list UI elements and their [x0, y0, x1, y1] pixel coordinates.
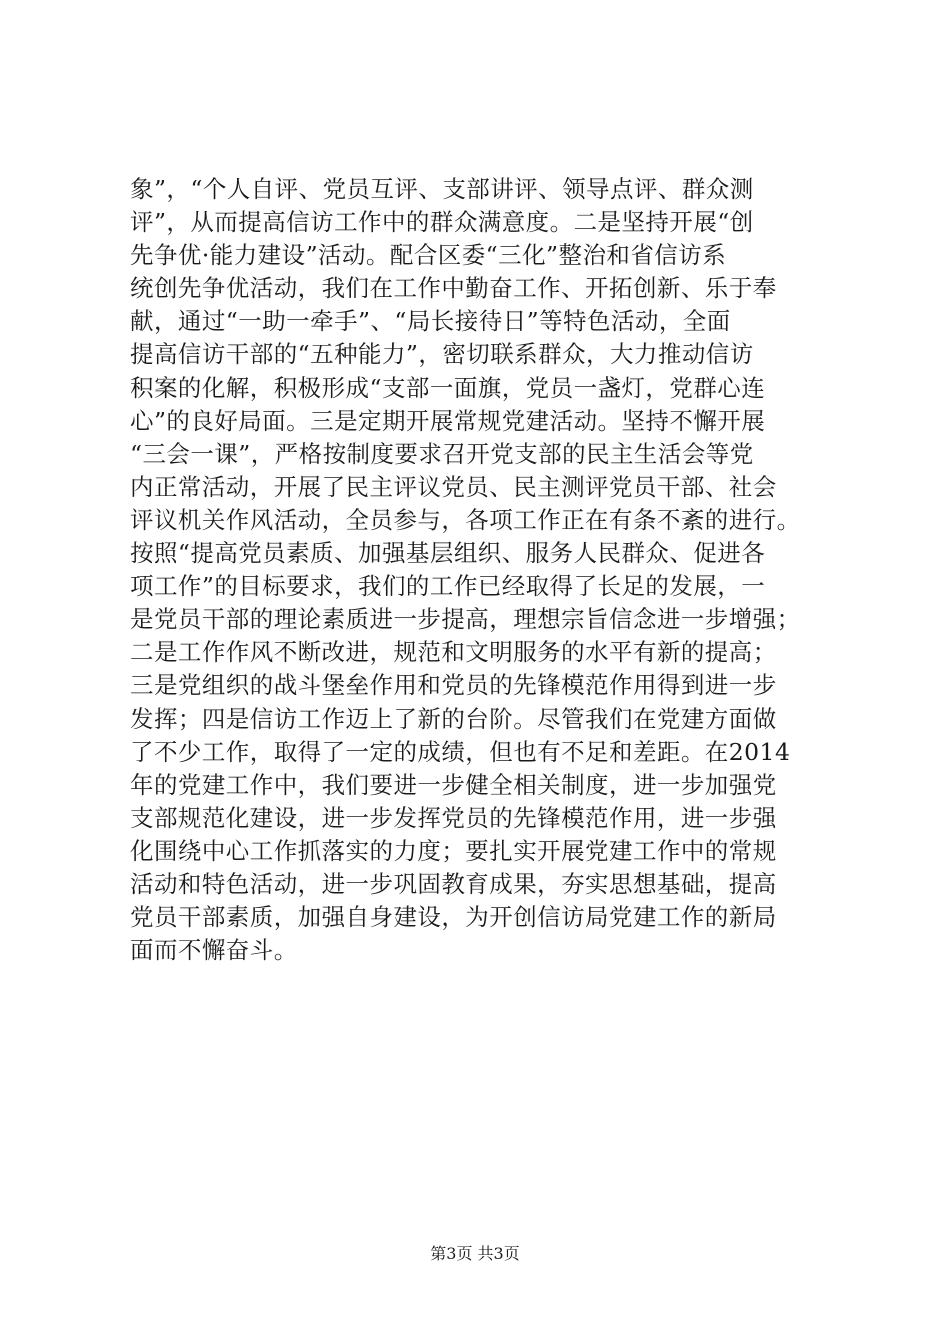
text-line: 化围绕中心工作抓落实的力度；要扎实开展党建工作中的常规	[130, 836, 777, 865]
text-line: 按照“提高党员素质、加强基层组织、服务人民群众、促进各	[130, 539, 766, 568]
text-line: 党员干部素质，加强自身建设，为开创信访局党建工作的新局	[130, 903, 777, 932]
text-line: 心”的良好局面。三是定期开展常规党建活动。坚持不懈开展	[130, 406, 766, 435]
body-paragraph	[130, 173, 830, 967]
text-line: “三会一课”，严格按制度要求召开党支部的民主生活会等党	[130, 439, 754, 468]
text-line: 面而不懈奋斗。	[130, 936, 298, 965]
text-line: 年的党建工作中，我们要进一步健全相关制度，进一步加强党	[130, 770, 777, 799]
text-line: 评”，从而提高信访工作中的群众满意度。二是坚持开展“创	[130, 208, 754, 237]
text-line: 发挥；四是信访工作迈上了新的台阶。尽管我们在党建方面做	[130, 704, 777, 733]
text-line: 统创先争优活动，我们在工作中勤奋工作、开拓创新、乐于奉	[130, 274, 777, 303]
text-line: 象”，“个人自评、党员互评、支部讲评、领导点评、群众测	[130, 175, 754, 203]
text-line: 三是党组织的战斗堡垒作用和党员的先锋模范作用得到进一步	[130, 671, 777, 700]
text-line: 是党员干部的理论素质进一步提高，理想宗旨信念进一步增强；	[130, 605, 801, 634]
page-footer: 第3页 共3页	[430, 1244, 520, 1263]
text-line: 活动和特色活动，进一步巩固教育成果，夯实思想基础，提高	[130, 869, 777, 898]
text-line: 支部规范化建设，进一步发挥党员的先锋模范作用，进一步强	[130, 803, 777, 832]
text-line: 二是工作作风不断改进，规范和文明服务的水平有新的提高；	[130, 638, 777, 667]
text-line: 献，通过“一助一牵手”、“局长接待日”等特色活动，全面	[130, 307, 731, 336]
text-line: 了不少工作，取得了一定的成绩，但也有不足和差距。在2014	[130, 737, 791, 766]
text-line: 内正常活动，开展了民主评议党员、民主测评党员干部、社会	[130, 472, 777, 501]
text-line: 项工作”的目标要求，我们的工作已经取得了长足的发展，一	[130, 572, 766, 601]
text-line: 积案的化解，积极形成“支部一面旗，党员一盏灯，党群心连	[130, 373, 766, 402]
text-line: 先争优·能力建设”活动。配合区委“三化”整治和省信访系	[130, 241, 727, 270]
text-line: 提高信访干部的“五种能力”，密切联系群众，大力推动信访	[130, 340, 754, 369]
text-line: 评议机关作风活动，全员参与，各项工作正在有条不紊的进行。	[130, 505, 801, 534]
